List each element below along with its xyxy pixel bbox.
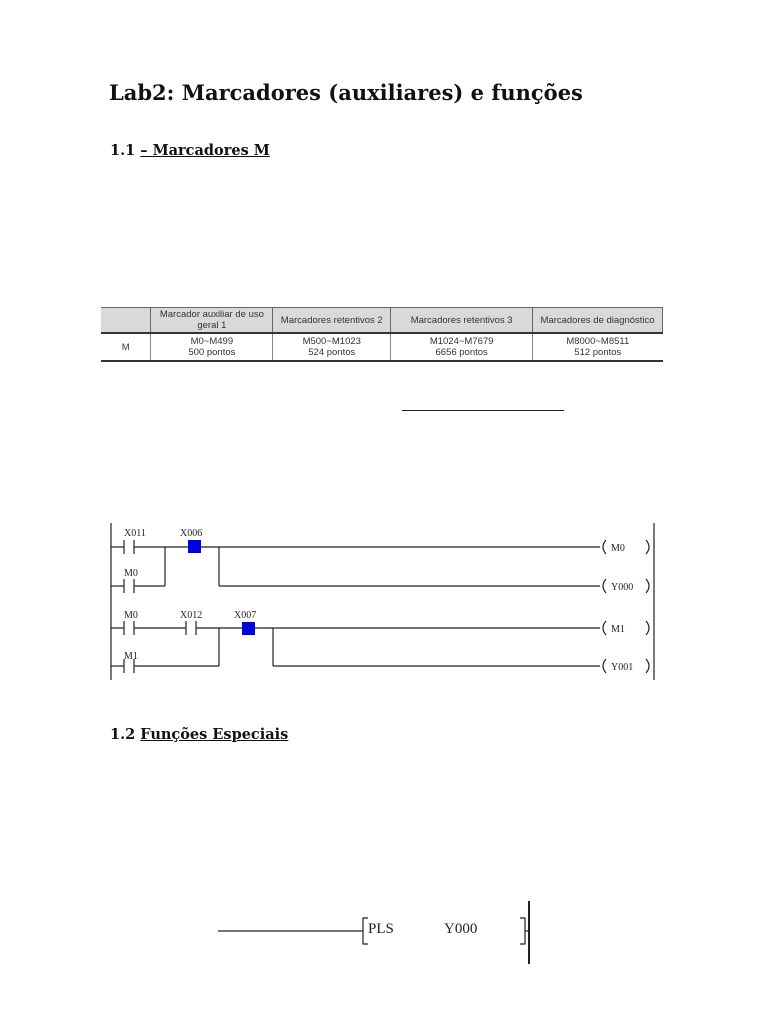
table-cell	[533, 333, 663, 361]
coil-label: M0	[611, 543, 625, 554]
table-header: Marcadores retentivos 2	[273, 308, 391, 334]
table-header-row	[101, 308, 663, 334]
table-header	[101, 308, 151, 334]
instruction-operand: Y000	[444, 921, 478, 937]
contact-x007-highlight	[242, 622, 255, 635]
coil-left-bracket	[603, 621, 606, 635]
points-text: 524 pontos	[308, 347, 356, 358]
coil-right-bracket	[646, 621, 649, 635]
pls-instruction-diagram	[210, 898, 540, 968]
range-text: M0~M499	[190, 336, 234, 347]
points-text: 512 pontos	[574, 347, 622, 358]
page-title: Lab2: Marcadores (auxiliares) e funções	[109, 80, 583, 105]
coil-left-bracket	[603, 659, 606, 673]
instruction-name: PLS	[368, 921, 394, 937]
contact-label: X006	[180, 528, 203, 539]
coil-label: Y001	[611, 662, 634, 673]
coil-left-bracket	[603, 540, 606, 554]
contact-label: X011	[124, 528, 146, 539]
marker-table	[101, 307, 663, 362]
section-number: 1.1	[110, 142, 136, 159]
section-title: Funções Especiais	[140, 726, 289, 743]
range-text: M1024~M7679	[429, 336, 494, 347]
coil-right-bracket	[646, 659, 649, 673]
coil-label: Y000	[611, 582, 634, 593]
table-header: Marcador auxiliar de uso geral 1	[151, 308, 273, 334]
points-text: 6656 pontos	[435, 347, 488, 358]
section-heading-1-1	[110, 142, 270, 159]
contact-label: M0	[124, 610, 138, 621]
table-header: Marcadores retentivos 3	[391, 308, 533, 334]
table-row	[101, 333, 663, 361]
ladder-diagram	[100, 515, 665, 690]
table-header: Marcadores de diagnóstico	[533, 308, 663, 334]
table-cell	[151, 333, 273, 361]
contact-label: X007	[234, 610, 257, 621]
contact-label: X012	[180, 610, 203, 621]
contact-label: M1	[124, 651, 138, 662]
contact-label: M0	[124, 568, 138, 579]
row-label: M	[101, 333, 151, 361]
table-cell	[273, 333, 391, 361]
coil-left-bracket	[603, 579, 606, 593]
coil-right-bracket	[646, 540, 649, 554]
section-number: 1.2	[110, 726, 136, 743]
table-cell	[391, 333, 533, 361]
coil-label: M1	[611, 624, 625, 635]
section-heading-1-2	[110, 726, 288, 743]
contact-x006-highlight	[188, 540, 201, 553]
range-text: M8000~M8511	[566, 336, 630, 347]
fill-in-blank-line	[402, 410, 564, 411]
points-text: 500 pontos	[188, 347, 236, 358]
coil-right-bracket	[646, 579, 649, 593]
instruction-right-bracket	[520, 918, 525, 944]
section-title: – Marcadores M	[140, 142, 270, 159]
range-text: M500~M1023	[302, 336, 361, 347]
